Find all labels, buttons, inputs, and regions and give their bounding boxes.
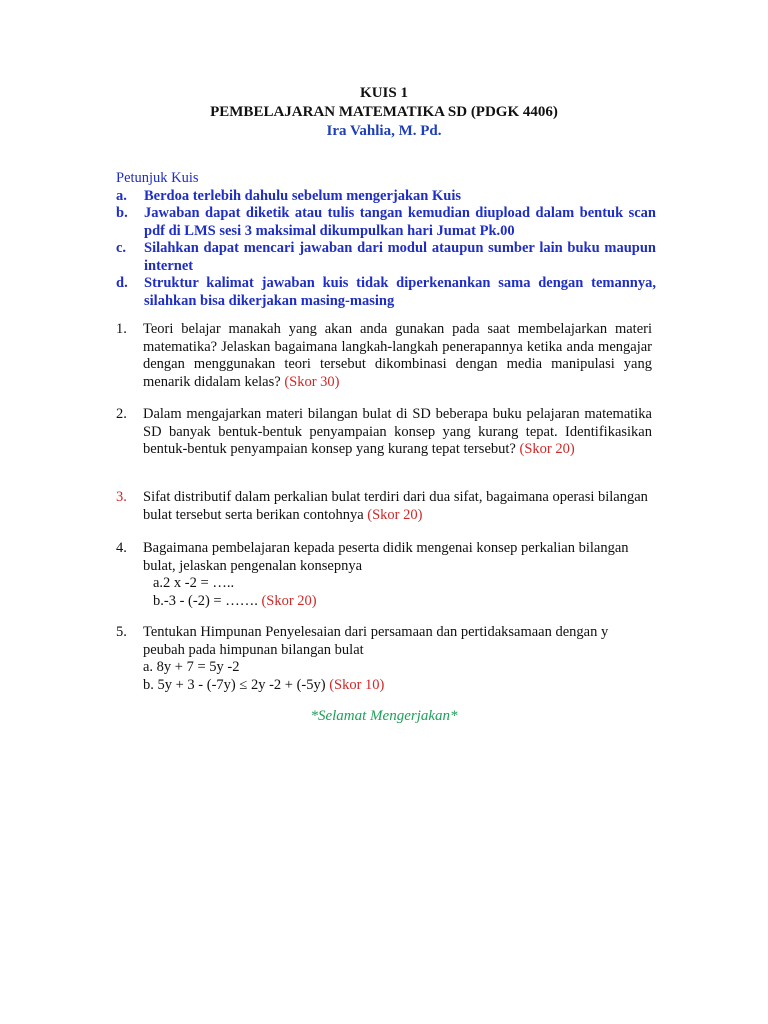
question-body	[143, 540, 652, 610]
question-4	[116, 540, 652, 610]
instruction-text: Jawaban dapat diketik atau tulis tangan kemudian diupload dalam bentuk scan pdf di LMS sesi 3 maksimal dikumpulkan hari Jumat Pk.00	[144, 205, 656, 239]
instruction-label: b.	[116, 205, 128, 221]
question-score: (Skor 30)	[284, 373, 340, 390]
closing-message: *Selamat Mengerjakan*	[310, 708, 458, 724]
question-body	[143, 489, 652, 524]
instruction-item	[116, 240, 656, 275]
instruction-label: d.	[116, 275, 128, 291]
question-score: (Skor 20)	[261, 592, 317, 609]
question-number: 2.	[116, 406, 127, 422]
question-body	[143, 406, 652, 459]
instructions-section	[116, 170, 656, 310]
question-1	[116, 321, 652, 391]
question-part-b-text: b. 5y + 3 - (-7y) ≤ 2y -2 + (-5y)	[143, 676, 330, 693]
question-5	[116, 624, 652, 694]
instruction-text: Berdoa terlebih dahulu sebelum mengerjakan Kuis	[144, 187, 462, 204]
question-3	[116, 489, 652, 524]
question-text: Teori belajar manakah yang akan anda gunakan pada saat membelajarkan materi matematika? Jelaskan bagaimana langkah-langkah penerapannya ketika anda mengajar dengan menggunakan teori tersebut dikombinasi dengan media manipulasi yang menarik didalam kelas?	[143, 321, 652, 390]
question-part-b	[143, 593, 652, 611]
question-number: 3.	[116, 489, 127, 505]
author-name: Ira Vahlia, M. Pd.	[326, 123, 442, 139]
question-part-b-text: b.-3 - (-2) = …….	[153, 592, 262, 609]
instruction-text: Struktur kalimat jawaban kuis tidak diperkenankan sama dengan temannya, silahkan bisa dikerjakan masing-masing	[144, 275, 656, 309]
instruction-item	[116, 188, 656, 206]
question-score: (Skor 20)	[519, 441, 575, 457]
instruction-label: c.	[116, 240, 127, 256]
document-header	[0, 84, 768, 141]
question-text: Tentukan Himpunan Penyelesaian dari persamaan dan pertidaksamaan dengan y peubah pada himpunan bilangan bulat	[143, 624, 609, 658]
question-2	[116, 406, 652, 459]
question-text: Dalam mengajarkan materi bilangan bulat di SD beberapa buku pelajaran matematika SD banyak bentuk-bentuk penyampaian konsep yang kurang tepat. Identifikasikan bentuk-bentuk penyampaian konsep yang kurang tepat tersebut?	[143, 406, 652, 457]
instructions-title: Petunjuk Kuis	[116, 170, 199, 186]
question-part-a: a.2 x -2 = …..	[153, 575, 235, 591]
question-part-b	[143, 677, 652, 695]
instruction-item	[116, 205, 656, 240]
question-text: Bagaimana pembelajaran kepada peserta didik mengenai konsep perkalian bilangan bulat, jelaskan pengenalan konsepnya	[143, 540, 629, 574]
question-part-a: a. 8y + 7 = 5y -2	[143, 659, 240, 675]
question-score: (Skor 20)	[367, 506, 423, 523]
instruction-item	[116, 275, 656, 310]
quiz-title: KUIS 1	[360, 85, 408, 101]
question-score: (Skor 10)	[329, 676, 385, 693]
question-body	[143, 321, 652, 391]
instruction-label: a.	[116, 187, 127, 204]
question-number: 4.	[116, 540, 127, 556]
question-text: Sifat distributif dalam perkalian bulat terdiri dari dua sifat, bagaimana operasi bilangan bulat tersebut serta berikan contohnya	[143, 489, 648, 523]
course-title: PEMBELAJARAN MATEMATIKA SD (PDGK 4406)	[210, 104, 558, 120]
question-number: 5.	[116, 624, 127, 640]
question-number: 1.	[116, 321, 127, 337]
question-body	[143, 624, 652, 694]
instruction-text: Silahkan dapat mencari jawaban dari modul ataupun sumber lain buku maupun internet	[144, 240, 656, 274]
